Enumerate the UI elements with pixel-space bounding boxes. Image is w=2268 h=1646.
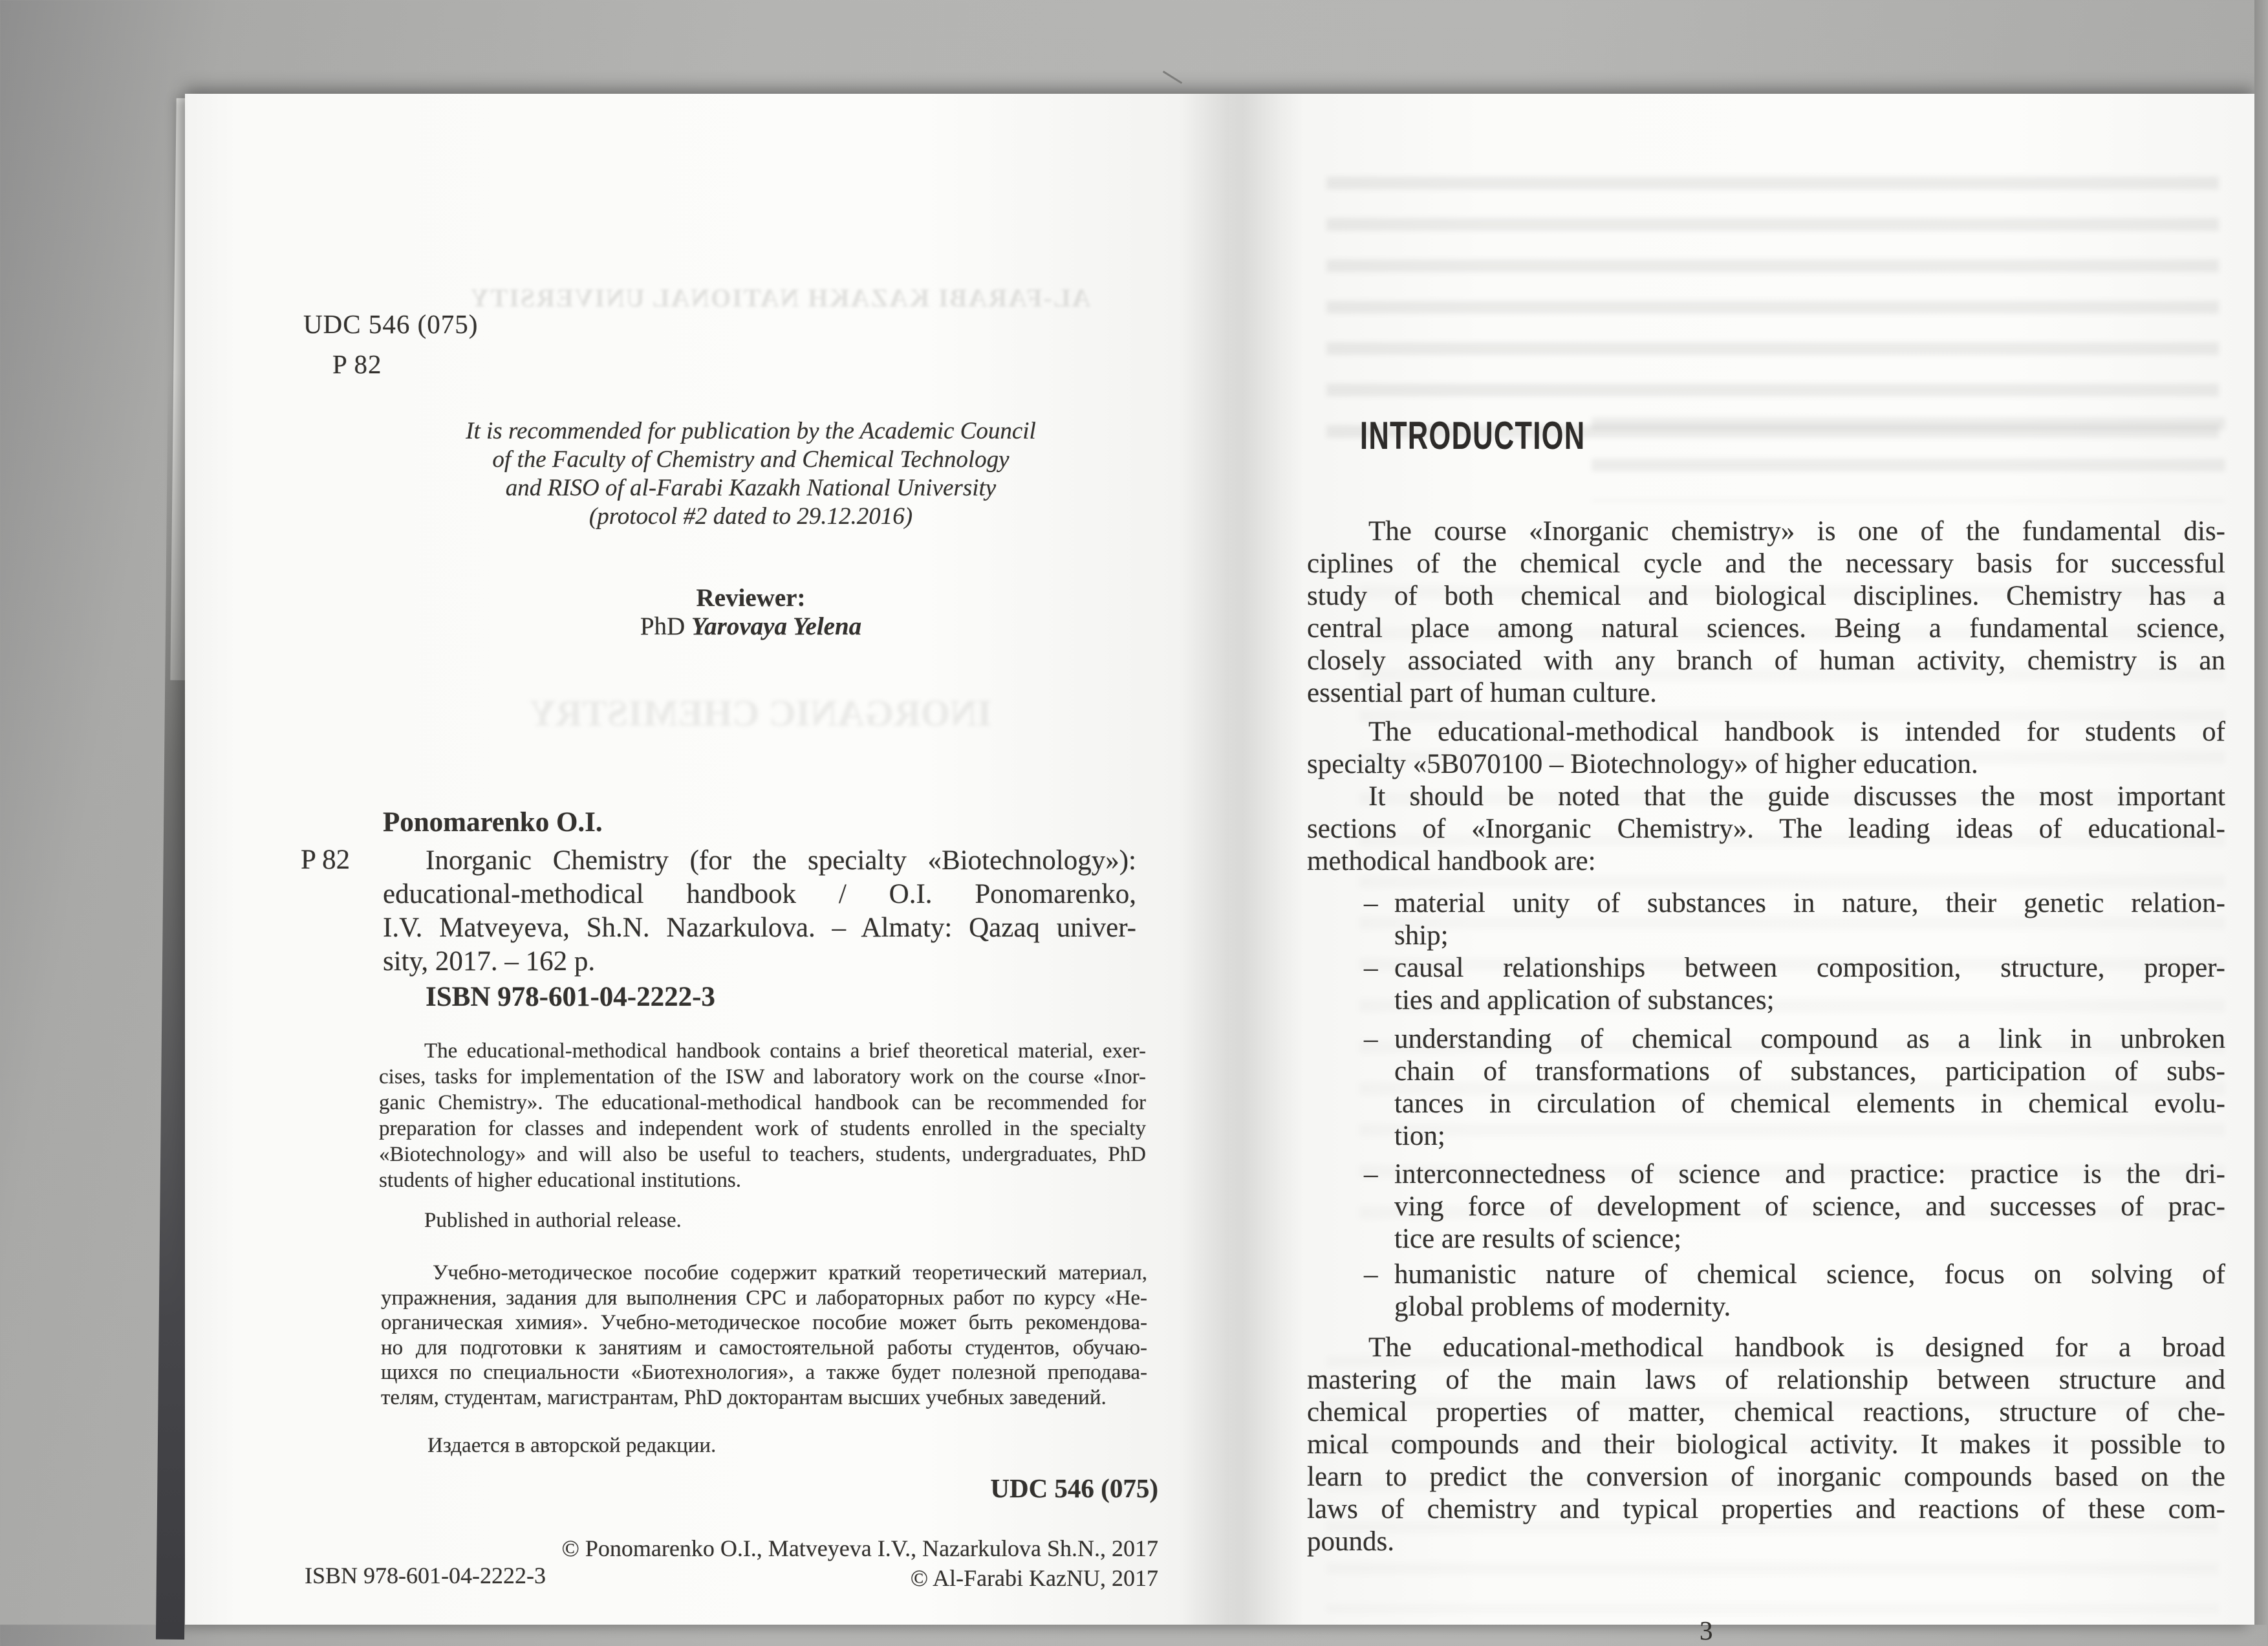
text-line: The educational-methodical handbook is designed for a broad — [1368, 1332, 2225, 1363]
bullet-item-science-practice — [1394, 1158, 2225, 1255]
text-line: телям, студентам, магистрантам, PhD докторантам высших учебных заведений. — [381, 1385, 1107, 1409]
text-line: of the Faculty of Chemistry and Chemical Technology — [492, 446, 1010, 473]
udc-classification-bottom: UDC 546 (075) — [990, 1473, 1158, 1503]
authorial-release-note: Published in authorial release. — [424, 1209, 682, 1232]
text-line: The educational-methodical handbook is intended for students of — [1368, 717, 2225, 747]
bullet-item-material-unity — [1394, 887, 2225, 952]
text-line: preparation for classes and independent work of students enrolled in the specialty — [379, 1117, 1146, 1140]
bullet-item-chemical-compound — [1394, 1023, 2225, 1153]
text-line: It is recommended for publication by the Academic Council — [466, 418, 1036, 444]
open-book — [185, 94, 2254, 1645]
reviewer-name-line — [330, 612, 1171, 641]
bullet-dash: – — [1364, 953, 1378, 983]
text-line: Учебно-методическое пособие содержит краткий теоретический материал, — [433, 1261, 1147, 1284]
reviewer-label: Reviewer: — [696, 584, 806, 612]
text-line: The course «Inorganic chemistry» is one of the fundamental dis- — [1368, 516, 2225, 547]
intro-paragraph-3 — [1307, 781, 2225, 878]
text-line: laws of chemistry and typical properties and reactions of these com- — [1307, 1494, 2225, 1524]
bullet-dash: – — [1364, 1259, 1378, 1290]
text-line: cises, tasks for implementation of the ISW and laboratory work on the course «Inor- — [379, 1065, 1146, 1088]
copyright-authors: © Ponomarenko O.I., Matveyeva I.V., Nazarkulova Sh.N., 2017 — [561, 1535, 1158, 1561]
bullet-dash: – — [1364, 1159, 1378, 1189]
text-line: щихся по специальности «Биотехнология», а также будет полезной преподава- — [381, 1361, 1147, 1384]
catalog-entry-code: P 82 — [301, 845, 351, 875]
bullet-dash: – — [1364, 888, 1378, 918]
text-line: and RISO of al-Farabi Kazakh National University — [505, 475, 997, 501]
text-line: sity, 2017. – 162 p. — [383, 946, 596, 977]
reviewer-degree: PhD — [640, 612, 691, 640]
text-line: I.V. Matveyeva, Sh.N. Nazarkulova. – Almaty: Qazaq univer- — [383, 913, 1136, 943]
spine-shadow — [1181, 94, 1304, 1625]
text-line: sections of «Inorganic Chemistry». The leading ideas of educational- — [1307, 814, 2225, 844]
intro-paragraph-1 — [1307, 515, 2225, 709]
text-line: но для подготовки к занятиям и самостоятельной работы студентов, обучаю- — [381, 1336, 1147, 1359]
bleed-through-book-title: INORGANIC CHEMISTRY — [529, 692, 992, 734]
copyright-university: © Al-Farabi KazNU, 2017 — [910, 1565, 1158, 1591]
intro-closing-paragraph — [1307, 1332, 2225, 1558]
intro-paragraph-2 — [1307, 716, 2225, 781]
reviewer-block — [330, 584, 1171, 641]
page-number: 3 — [1700, 1616, 1713, 1645]
author-heading: Ponomarenko O.I. — [383, 807, 603, 838]
text-line: educational-methodical handbook / O.I. Ponomarenko, — [383, 879, 1136, 909]
isbn-bottom: ISBN 978-601-04-2222-3 — [305, 1563, 546, 1588]
reviewer-name: Yarovaya Yelena — [691, 612, 862, 640]
right-page-introduction — [1229, 94, 2254, 1645]
text-line: global problems of modernity. — [1394, 1292, 1731, 1322]
text-line: chemical properties of matter, chemical reactions, structure of che- — [1307, 1397, 2225, 1427]
bullet-item-causal-relationships — [1394, 952, 2225, 1017]
text-line: mical compounds and their biological activity. It makes it possible to — [1307, 1429, 2225, 1460]
isbn-entry: ISBN 978-601-04-2222-3 — [426, 982, 715, 1012]
udc-classification-top: UDC 546 (075) — [303, 309, 479, 339]
text-line: causal relationships between composition, structure, proper- — [1394, 953, 2225, 983]
text-line: ving force of development of science, and successes of prac- — [1394, 1191, 2225, 1222]
text-line: students of higher educational institutions. — [379, 1169, 742, 1192]
bleed-through-stripes-top — [1326, 177, 2219, 448]
text-line: Inorganic Chemistry (for the specialty «Biotechnology»): — [426, 845, 1136, 876]
text-line: органическая химия». Учебно-методическое пособие может быть рекомендова- — [381, 1311, 1147, 1334]
text-line: ciplines of the chemical cycle and the necessary basis for successful — [1307, 548, 2225, 579]
text-line: ties and application of substances; — [1394, 985, 1775, 1015]
text-line: pounds. — [1307, 1526, 1394, 1557]
text-line: ship; — [1394, 920, 1449, 951]
text-line: «Biotechnology» and will also be useful to teachers, students, undergraduates, PhD — [379, 1143, 1146, 1166]
bibliographic-description — [383, 844, 1136, 979]
annotation-english — [379, 1038, 1146, 1193]
text-line: material unity of substances in nature, their genetic relation- — [1394, 888, 2225, 918]
text-line: humanistic nature of chemical science, focus on solving of — [1394, 1259, 2225, 1290]
text-line: study of both chemical and biological disciplines. Chemistry has a — [1307, 581, 2225, 611]
bleed-through-stripes-heading-row — [1592, 417, 2225, 501]
text-line: упражнения, задания для выполнения СРС и лабораторных работ по курсу «Не- — [381, 1286, 1147, 1310]
chapter-heading: INTRODUCTION — [1360, 414, 1586, 457]
text-line: essential part of human culture. — [1307, 678, 1657, 708]
text-line: (protocol #2 dated to 29.12.2016) — [589, 503, 913, 530]
bullet-item-humanistic-nature — [1394, 1259, 2225, 1323]
text-line: It should be noted that the guide discusses the most important — [1368, 781, 2225, 812]
scan-speck-mark — [1163, 70, 1182, 84]
text-line: central place among natural sciences. Being a fundamental science, — [1307, 613, 2225, 644]
text-line: ganic Chemistry». The educational-methodical handbook can be recommended for — [379, 1091, 1146, 1114]
library-code: P 82 — [332, 349, 382, 379]
text-line: closely associated with any branch of human activity, chemistry is an — [1307, 645, 2225, 676]
text-line: learn to predict the conversion of inorganic compounds based on the — [1307, 1462, 2225, 1492]
text-line: The educational-methodical handbook contains a brief theoretical material, exer- — [424, 1039, 1146, 1063]
scanner-right-edge — [2254, 0, 2268, 1625]
bleed-through-university-name: AL-FARABI KAZAKH NATIONAL UNIVERSITY — [469, 283, 1091, 312]
bullet-dash: – — [1364, 1024, 1378, 1054]
text-line: tion; — [1394, 1121, 1445, 1151]
text-line: chain of transformations of substances, participation of subs- — [1394, 1056, 2225, 1087]
left-page-imprint — [185, 94, 1229, 1625]
text-line: interconnectedness of science and practice: practice is the dri- — [1394, 1159, 2225, 1189]
recommendation-statement — [330, 417, 1171, 531]
edition-note-russian: Издается в авторской редакции. — [427, 1434, 717, 1457]
text-line: methodical handbook are: — [1307, 846, 1596, 876]
text-line: specialty «5B070100 – Biotechnology» of higher education. — [1307, 749, 1978, 779]
text-line: tice are results of science; — [1394, 1224, 1682, 1254]
text-line: tances in circulation of chemical elements in chemical evolu- — [1394, 1088, 2225, 1119]
annotation-russian — [381, 1261, 1147, 1410]
text-line: mastering of the main laws of relationship between structure and — [1307, 1365, 2225, 1395]
text-line: understanding of chemical compound as a link in unbroken — [1394, 1024, 2225, 1054]
